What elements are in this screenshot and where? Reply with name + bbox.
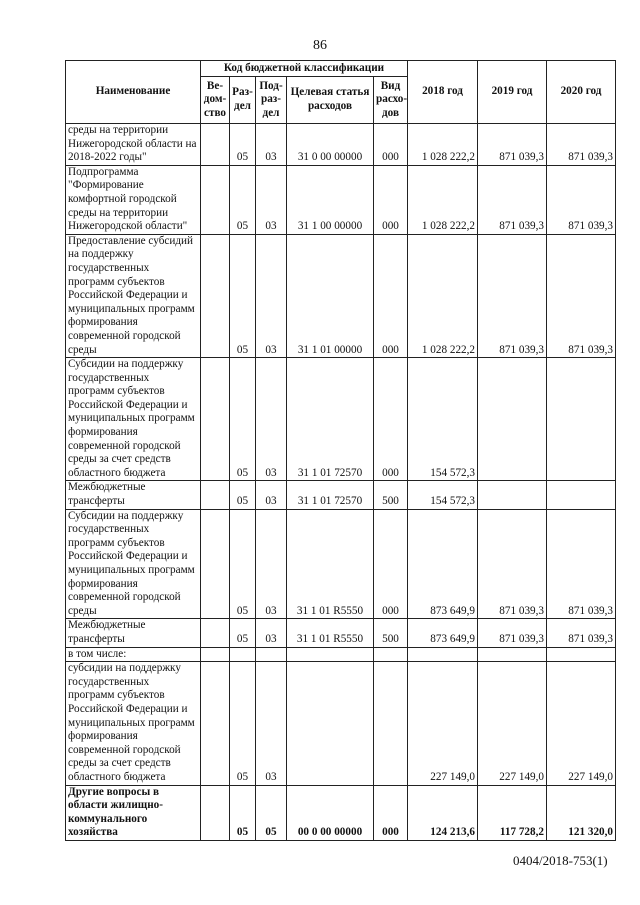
header-name: Наименование [66, 61, 201, 124]
row-2020-cell [547, 647, 616, 662]
row-name-cell: в том числе: [66, 647, 201, 662]
row-target-article-cell [287, 662, 374, 785]
row-name-cell: Другие вопросы в области жилищно-коммунального хозяйства [66, 785, 201, 840]
row-2018-cell: 227 149,0 [408, 662, 478, 785]
table-header [66, 61, 616, 124]
header-podrazdel: Под-раз-дел [256, 77, 287, 124]
row-2019-cell: 871 039,3 [478, 165, 547, 234]
row-target-article-cell [287, 647, 374, 662]
header-razdel: Раз-дел [230, 77, 256, 124]
row-name-cell: Подпрограмма "Формирование комфортной городской среды на территории Нижегородской области" [66, 165, 201, 234]
row-vedomstvo-cell [201, 647, 230, 662]
row-razdel-cell [230, 647, 256, 662]
row-name-cell: среды на территории Нижегородской области на 2018-2022 годы" [66, 124, 201, 166]
row-target-article-cell: 31 1 01 72570 [287, 481, 374, 509]
row-2019-cell: 871 039,3 [478, 619, 547, 647]
row-expense-type-cell: 000 [374, 165, 408, 234]
row-2019-cell: 227 149,0 [478, 662, 547, 785]
row-2018-cell: 154 572,3 [408, 358, 478, 481]
row-2018-cell: 1 028 222,2 [408, 234, 478, 357]
document-code: 0404/2018-753(1) [513, 853, 608, 868]
row-podrazdel-cell: 03 [256, 509, 287, 619]
row-2019-cell: 871 039,3 [478, 234, 547, 357]
header-classification-group: Код бюджетной классификации [201, 61, 408, 77]
header-target-article: Целевая статья расходов [287, 77, 374, 124]
row-expense-type-cell: 000 [374, 509, 408, 619]
row-vedomstvo-cell [201, 234, 230, 357]
table-body [66, 124, 616, 841]
row-2020-cell [547, 358, 616, 481]
row-target-article-cell: 31 1 01 00000 [287, 234, 374, 357]
row-razdel-cell: 05 [230, 509, 256, 619]
budget-table [65, 60, 616, 841]
row-2019-cell [478, 647, 547, 662]
row-target-article-cell: 31 1 01 R5550 [287, 509, 374, 619]
row-razdel-cell: 05 [230, 785, 256, 840]
row-vedomstvo-cell [201, 124, 230, 166]
row-razdel-cell: 05 [230, 124, 256, 166]
row-expense-type-cell: 500 [374, 619, 408, 647]
row-2018-cell: 873 649,9 [408, 619, 478, 647]
row-expense-type-cell [374, 662, 408, 785]
row-2020-cell: 871 039,3 [547, 165, 616, 234]
row-2020-cell: 871 039,3 [547, 124, 616, 166]
header-2019: 2019 год [478, 61, 547, 124]
row-target-article-cell: 31 0 00 00000 [287, 124, 374, 166]
row-podrazdel-cell: 05 [256, 785, 287, 840]
row-2018-cell: 1 028 222,2 [408, 124, 478, 166]
row-name-cell: Субсидии на поддержку государственных программ субъектов Российской Федерации и муниципальных программ формирования современной городской среды [66, 509, 201, 619]
row-2020-cell [547, 481, 616, 509]
table-row [66, 481, 616, 509]
row-razdel-cell: 05 [230, 234, 256, 357]
row-2019-cell [478, 481, 547, 509]
row-vedomstvo-cell [201, 481, 230, 509]
row-expense-type-cell [374, 647, 408, 662]
row-podrazdel-cell [256, 647, 287, 662]
table-row [66, 358, 616, 481]
row-name-cell: Предоставление субсидий на поддержку государственных программ субъектов Российской Федерации и муниципальных программ формирования современной городской среды [66, 234, 201, 357]
row-vedomstvo-cell [201, 509, 230, 619]
row-name-cell: Межбюджетные трансферты [66, 481, 201, 509]
row-2019-cell: 117 728,2 [478, 785, 547, 840]
row-2020-cell: 871 039,3 [547, 619, 616, 647]
row-expense-type-cell: 500 [374, 481, 408, 509]
row-name-cell: Межбюджетные трансферты [66, 619, 201, 647]
row-2018-cell: 1 028 222,2 [408, 165, 478, 234]
row-2018-cell: 124 213,6 [408, 785, 478, 840]
header-vedomstvo: Ве-дом-ство [201, 77, 230, 124]
row-name-cell: субсидии на поддержку государственных программ субъектов Российской Федерации и муниципальных программ формирования современной городской среды за счет средств областного бюджета [66, 662, 201, 785]
row-2018-cell: 873 649,9 [408, 509, 478, 619]
row-expense-type-cell: 000 [374, 785, 408, 840]
row-2019-cell: 871 039,3 [478, 124, 547, 166]
row-vedomstvo-cell [201, 662, 230, 785]
row-vedomstvo-cell [201, 358, 230, 481]
row-target-article-cell: 31 1 01 72570 [287, 358, 374, 481]
row-2020-cell: 227 149,0 [547, 662, 616, 785]
row-podrazdel-cell: 03 [256, 662, 287, 785]
row-target-article-cell: 31 1 00 00000 [287, 165, 374, 234]
table-row [66, 662, 616, 785]
row-target-article-cell: 00 0 00 00000 [287, 785, 374, 840]
row-vedomstvo-cell [201, 619, 230, 647]
row-podrazdel-cell: 03 [256, 619, 287, 647]
row-vedomstvo-cell [201, 785, 230, 840]
row-2019-cell [478, 358, 547, 481]
header-2018: 2018 год [408, 61, 478, 124]
row-2020-cell: 121 320,0 [547, 785, 616, 840]
row-expense-type-cell: 000 [374, 234, 408, 357]
row-2018-cell: 154 572,3 [408, 481, 478, 509]
row-expense-type-cell: 000 [374, 124, 408, 166]
table-row [66, 647, 616, 662]
table-row [66, 124, 616, 166]
row-2019-cell: 871 039,3 [478, 509, 547, 619]
table-row [66, 165, 616, 234]
row-2020-cell: 871 039,3 [547, 234, 616, 357]
row-podrazdel-cell: 03 [256, 124, 287, 166]
row-podrazdel-cell: 03 [256, 165, 287, 234]
header-expense-type: Вид расхо-дов [374, 77, 408, 124]
row-razdel-cell: 05 [230, 165, 256, 234]
row-podrazdel-cell: 03 [256, 358, 287, 481]
table-row [66, 509, 616, 619]
row-razdel-cell: 05 [230, 358, 256, 481]
row-podrazdel-cell: 03 [256, 481, 287, 509]
row-expense-type-cell: 000 [374, 358, 408, 481]
row-razdel-cell: 05 [230, 481, 256, 509]
row-razdel-cell: 05 [230, 662, 256, 785]
row-2018-cell [408, 647, 478, 662]
row-name-cell: Субсидии на поддержку государственных программ субъектов Российской Федерации и муниципальных программ формирования современной городской среды за счет средств областного бюджета [66, 358, 201, 481]
table-row [66, 234, 616, 357]
row-2020-cell: 871 039,3 [547, 509, 616, 619]
table-row [66, 619, 616, 647]
row-target-article-cell: 31 1 01 R5550 [287, 619, 374, 647]
page-number: 86 [313, 38, 327, 53]
row-podrazdel-cell: 03 [256, 234, 287, 357]
table-row [66, 785, 616, 840]
row-vedomstvo-cell [201, 165, 230, 234]
row-razdel-cell: 05 [230, 619, 256, 647]
header-2020: 2020 год [547, 61, 616, 124]
